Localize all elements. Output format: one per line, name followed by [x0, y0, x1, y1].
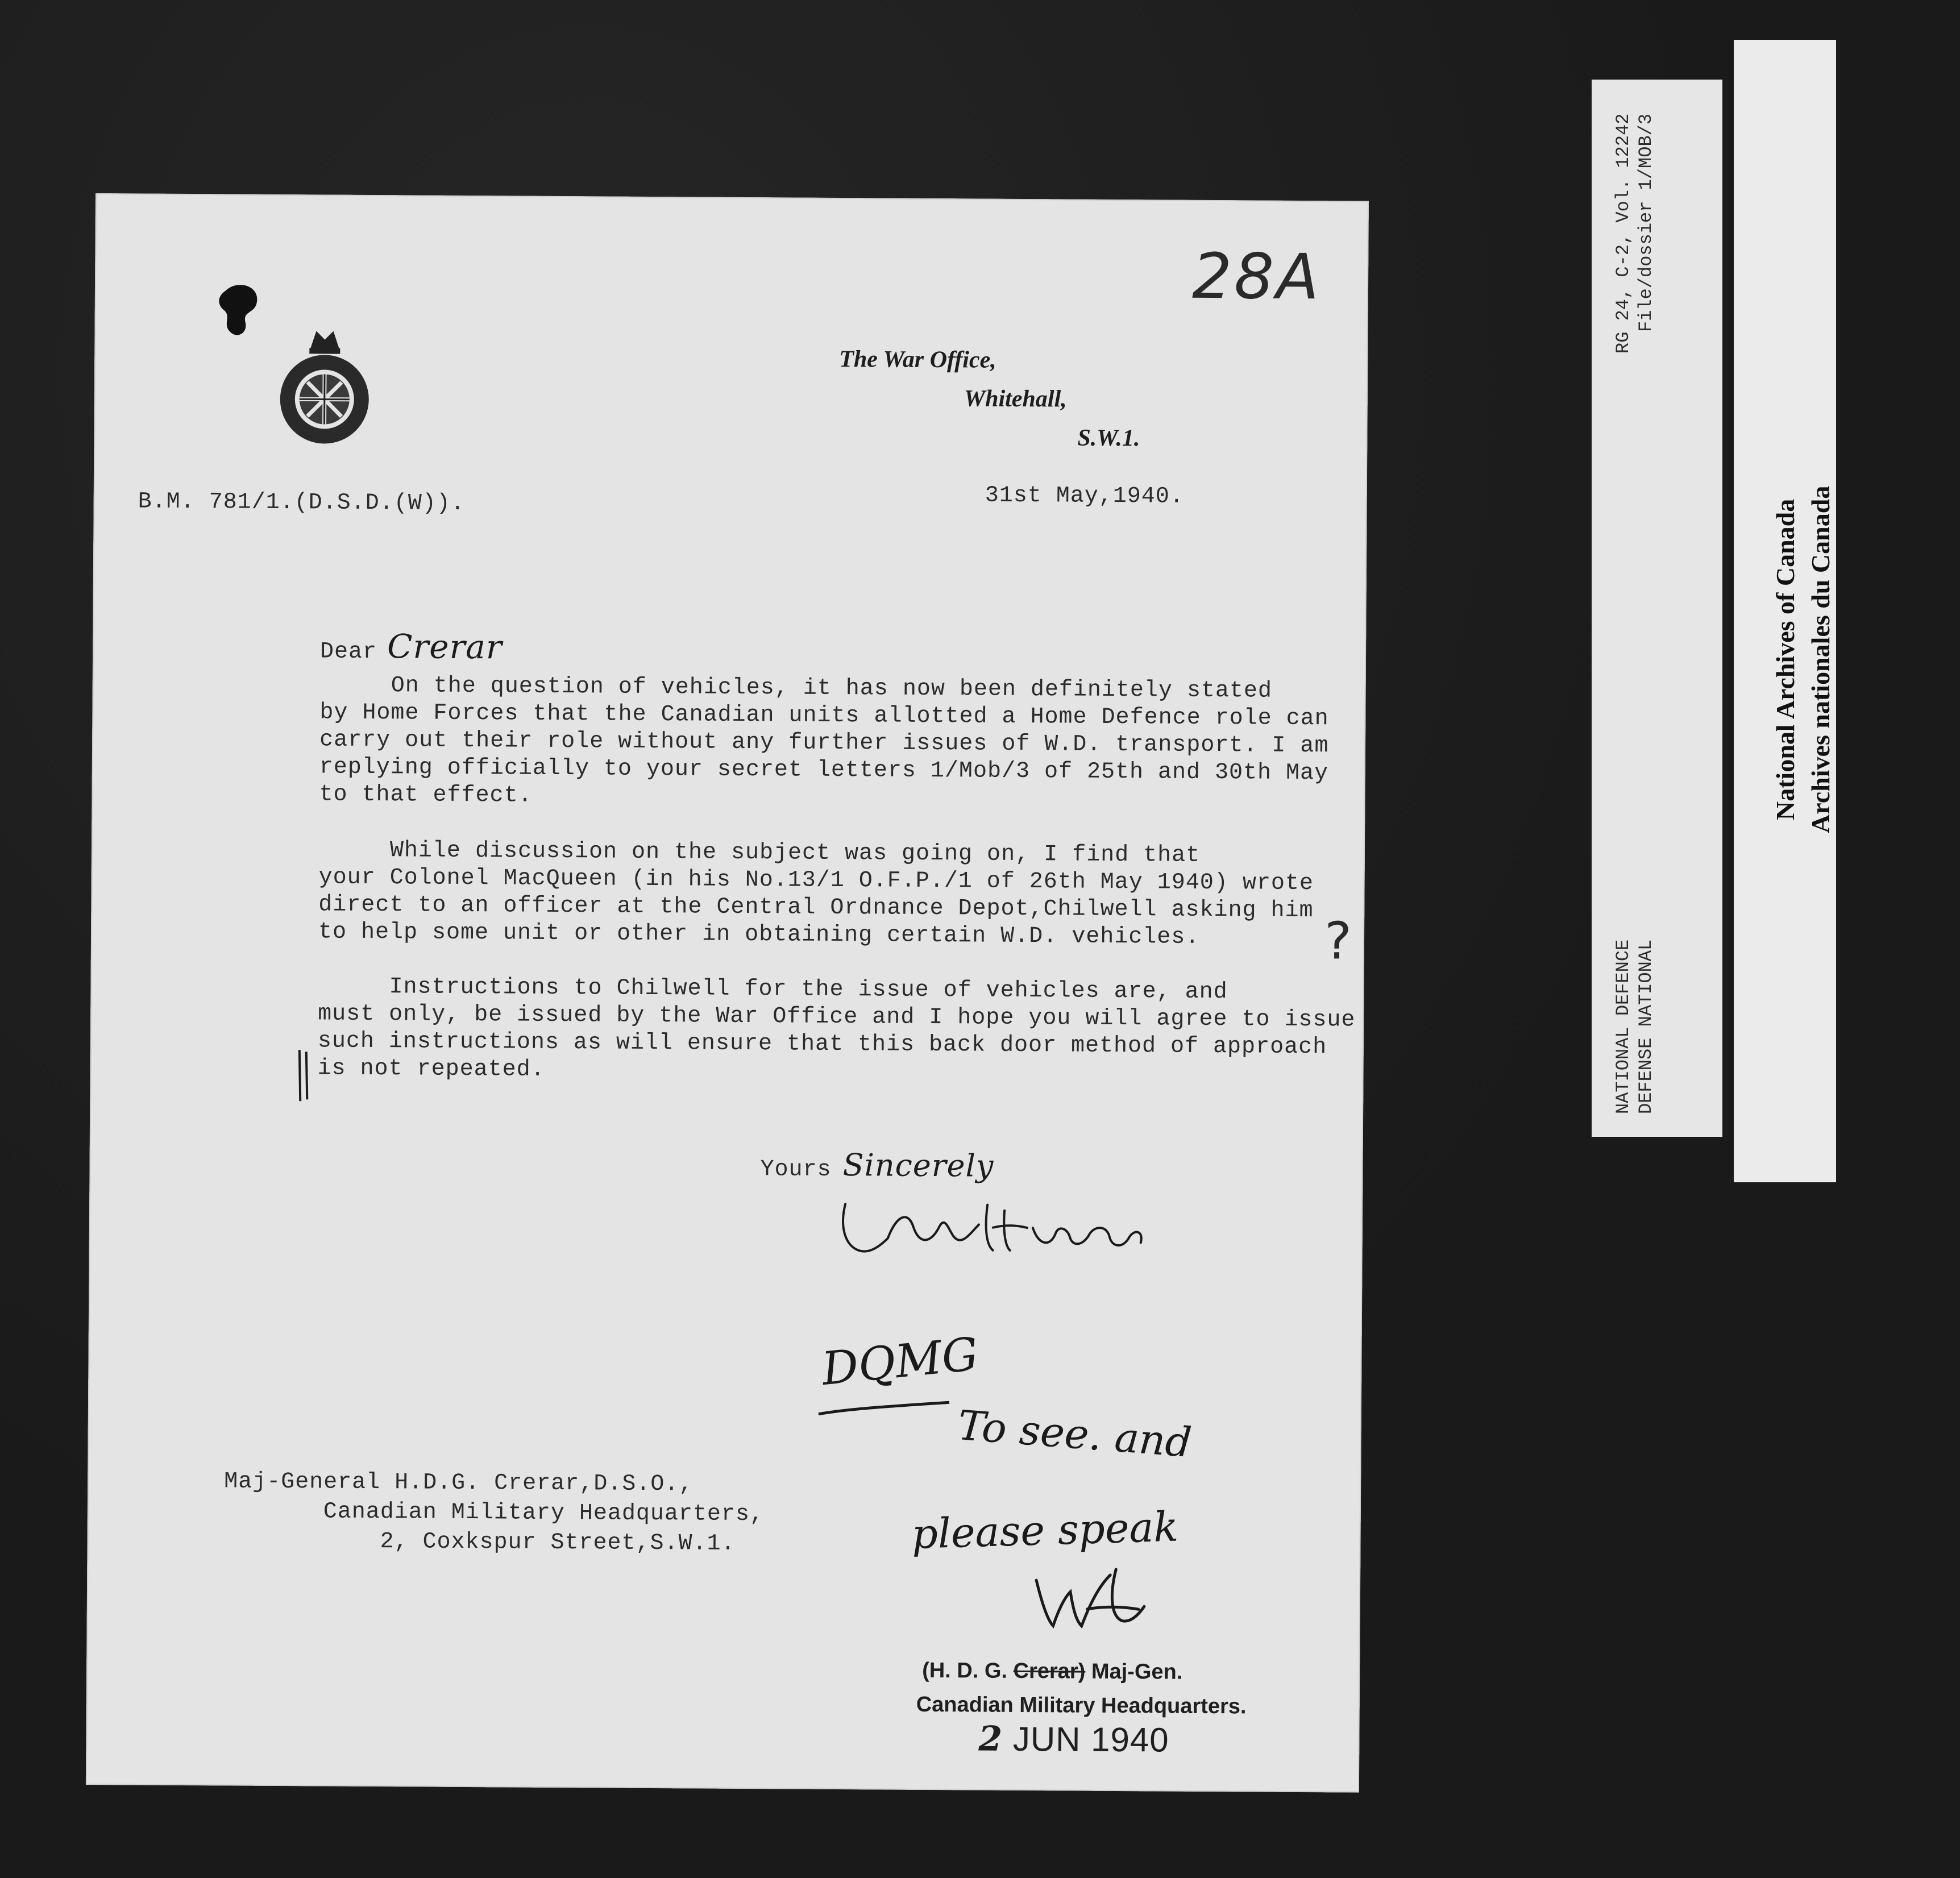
- archive-reference-line: RG 24, C-2, Vol. 12242: [1613, 114, 1634, 354]
- letterhead-line: The War Office,: [839, 346, 996, 373]
- folio-number: 28A: [1191, 239, 1322, 314]
- archive-institution-strip: [1734, 40, 1836, 1182]
- letterhead: [838, 340, 1140, 458]
- margin-annotation: ?: [1324, 911, 1352, 971]
- body-paragraph: While discussion on the subject was going on, I find that your Colonel MacQueen (in his No.13/1 O.F.P./1 of 26th May 1940) wrote direct to an officer at the Central Ordnance Depot,Chilwell asking him to help some unit or other in obtaining certain W.D. vehicles.: [318, 837, 1314, 950]
- body-paragraph: On the question of vehicles, it has now been definitely stated by Home Forces that the Canadian units allotted a Home Defence role can carry out their role without any further issues of W.D. transport. I am replying officially to your secret letters 1/Mob/3 of 25th and 30th May to that effect.: [319, 672, 1329, 809]
- institution-line: Archives nationales du Canada: [1806, 485, 1835, 833]
- archive-reference-line: File/dossier 1/MOB/3: [1635, 114, 1656, 333]
- stamp-name-line: [916, 1653, 1247, 1690]
- margin-mark: [294, 1047, 312, 1104]
- letter-date: 31st May,1940.: [985, 483, 1184, 510]
- handwritten-initials: [1024, 1557, 1150, 1660]
- stamp-date: [916, 1719, 1246, 1759]
- stamp-rank: Maj-Gen.: [1085, 1659, 1183, 1684]
- body-paragraph: Instructions to Chilwell for the issue of vehicles are, and must only, be issued by the War Office and I hope you will agree to issue such instructions as will ensure that this back door method of approach is not repeated.: [317, 974, 1356, 1083]
- reference-number: B.M. 781/1.(D.S.D.(W)).: [138, 489, 465, 517]
- letter-page: [86, 193, 1369, 1793]
- recipient-address: [223, 1467, 764, 1559]
- institution-label: [1768, 404, 1838, 915]
- address-line: Canadian Military Headquarters,: [323, 1499, 765, 1528]
- letterhead-line: Whitehall,: [964, 385, 1067, 413]
- address-line: 2, Coxkspur Street,S.W.1.: [380, 1529, 736, 1557]
- stamp-name: Crerar): [1013, 1659, 1086, 1684]
- department-line: NATIONAL DEFENCE: [1613, 939, 1634, 1114]
- archive-reference: [1612, 114, 1658, 477]
- department-line: DEFENSE NATIONAL: [1635, 939, 1656, 1114]
- stamp-day: 2: [978, 1719, 1003, 1759]
- archive-reference-strip: [1592, 80, 1722, 1137]
- salutation-text: Dear: [319, 639, 377, 666]
- stamp-hq-line: Canadian Military Headquarters.: [916, 1692, 1247, 1719]
- stamp-prefix: (H. D. G.: [922, 1658, 1014, 1683]
- salutation-name: Crerar: [387, 627, 503, 667]
- department-label: [1612, 875, 1658, 1114]
- closing-text: Yours: [760, 1157, 832, 1183]
- crest-logo: [276, 325, 373, 445]
- closing-handwritten: Sincerely: [842, 1147, 994, 1184]
- crerar-stamp: [916, 1653, 1247, 1758]
- minute-addressee: DQMG: [819, 1327, 981, 1396]
- minute-text: To see. and: [956, 1401, 1194, 1467]
- ink-blot: [214, 279, 265, 342]
- salutation: [320, 626, 503, 666]
- address-line: Maj-General H.D.G. Crerar,D.S.O.,: [224, 1469, 694, 1498]
- signature: [833, 1193, 1152, 1268]
- closing: [760, 1146, 994, 1184]
- institution-line: National Archives of Canada: [1771, 498, 1800, 820]
- minute-underline: [816, 1397, 952, 1420]
- minute-text: please speak: [911, 1502, 1180, 1558]
- letterhead-line: S.W.1.: [1077, 425, 1140, 452]
- stamp-month-year: JUN 1940: [1012, 1719, 1169, 1759]
